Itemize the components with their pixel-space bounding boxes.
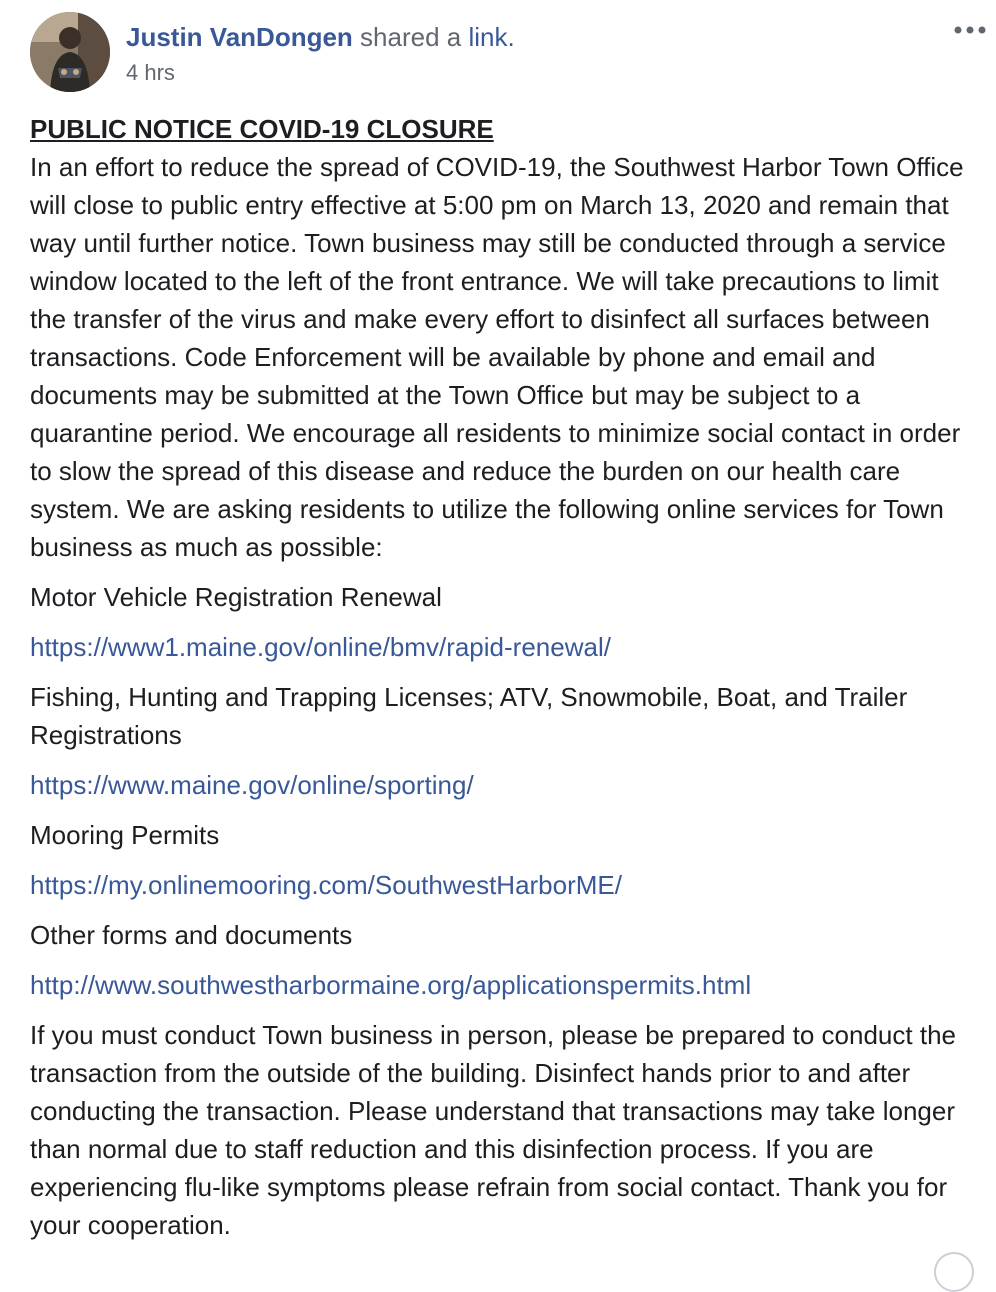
service-link[interactable]: https://my.onlinemooring.com/SouthwestHarborME/ <box>30 870 622 900</box>
post-header <box>126 20 515 54</box>
service-link[interactable]: https://www.maine.gov/online/sporting/ <box>30 770 474 800</box>
post-timestamp[interactable]: 4 hrs <box>126 60 175 85</box>
author-name[interactable]: Justin VanDongen <box>126 22 353 52</box>
notice-intro: In an effort to reduce the spread of COVID-19, the Southwest Harbor Town Office will close to public entry effective at 5:00 pm on March 13, 2020 and remain that way until further notice. Town business may still be conducted through a service window located to the left of the front entrance. We will take precautions to limit the transfer of the virus and make every effort to disinfect all surfaces between transactions. Code Enforcement will be available by phone and email and documents may be submitted at the Town Office but may be subject to a quarantine period. We encourage all residents to minimize social contact in order to slow the spread of this disease and reduce the burden on our health care system. We are asking residents to utilize the following online services for Town business as much as possible: <box>30 152 964 562</box>
notice-title: PUBLIC NOTICE COVID-19 CLOSURE <box>30 114 494 144</box>
avatar[interactable] <box>30 12 110 92</box>
shared-link[interactable]: link. <box>468 22 515 52</box>
profile-photo-icon <box>30 12 110 92</box>
action-text: shared a <box>360 22 462 52</box>
service-label: Mooring Permits <box>30 820 220 850</box>
notice-closing: If you must conduct Town business in person, please be prepared to conduct the transaction from the outside of the building. Disinfect hands prior to and after conducting the transaction. Please understand that transactions may take longer than normal due to staff reduction and this disinfection process. If you are experiencing flu-like symptoms please refrain from social contact. Thank you for your cooperation. <box>30 1020 956 1240</box>
service-link[interactable]: https://www1.maine.gov/online/bmv/rapid-renewal/ <box>30 632 611 662</box>
service-label: Other forms and documents <box>30 920 353 950</box>
service-label: Fishing, Hunting and Trapping Licenses; ATV, Snowmobile, Boat, and Trailer Registrations <box>30 682 908 750</box>
reaction-circle-icon[interactable] <box>934 1252 974 1292</box>
more-options-icon[interactable] <box>952 22 988 38</box>
service-link[interactable]: http://www.southwestharbormaine.org/applicationspermits.html <box>30 970 752 1000</box>
post-content <box>30 110 980 1256</box>
service-label: Motor Vehicle Registration Renewal <box>30 582 442 612</box>
